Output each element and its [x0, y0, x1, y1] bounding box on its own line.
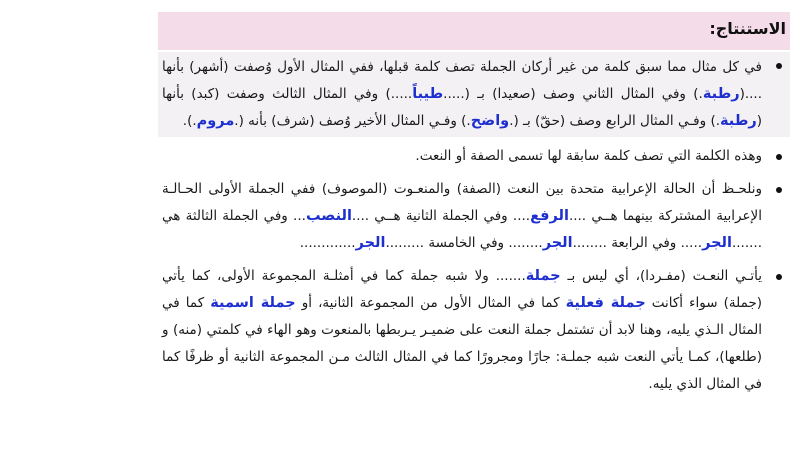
paragraph-text: كما في المثال الـذي يليه، وهنا لابد أن تشتمل جملة النعت على ضميـر يـربطها بالمنعوت وهو الهاء في كلمتي (منه) و (طلعها)، كمـا يأتي النعت شبه جملـة: جارًا ومجرورًا كما في المثال الثالث مـن المجموعة الثانية أو ظرفًا كما في المثال الذي يليه. — [162, 295, 762, 392]
paragraph-text: كما في المثال الأول من المجموعة الثانية، أو — [295, 295, 566, 311]
paragraph-text: .). — [182, 113, 197, 129]
answer-word: رطبة — [720, 113, 757, 129]
paragraph-text: وهذه الكلمة التي تصف كلمة سابقة لها تسمى الصفة أو النعت. — [415, 148, 762, 164]
paragraph-text: ........ وفي الخامسة ......... — [385, 235, 543, 251]
bullet-icon — [776, 63, 782, 69]
paragraph-text: ... وفي الجملة الثالثة هي ....... — [162, 208, 762, 251]
paragraph-text: .) وفي المثال الثاني وصف (صعيدا) بـ (..... — [443, 86, 703, 102]
paragraph-text: ............. — [299, 235, 356, 251]
list-item-example-descriptions — [158, 52, 790, 137]
paragraph-text: ....... ولا شبه جملة كما في أمثلـة المجموعة الأولى، كما يأتي (جملة) سواء أكانت — [162, 268, 762, 311]
answer-word: الجر — [355, 235, 386, 251]
bullet-icon — [776, 187, 782, 193]
paragraph-text: ..... وفي الرابعة ........ — [572, 235, 703, 251]
answer-word: واضح — [470, 113, 510, 129]
answer-word: طيباً — [412, 86, 444, 102]
answer-word: الجر — [542, 235, 573, 251]
paragraph-text: في كل مثال مما سبق كلمة من غير أركان الجملة تصف كلمة قبلها، ففي المثال الأول وُصفت (أشهر) بأنها ....( — [162, 59, 763, 102]
list-item-case-agreement — [158, 176, 790, 257]
bullet-icon — [776, 154, 782, 160]
answer-word: رطبة — [702, 86, 740, 102]
paragraph-text: .... وفي الجملة الثانية هــي .... — [351, 208, 531, 224]
answer-word: النصب — [305, 208, 352, 224]
answer-word: مروم — [196, 113, 235, 129]
answer-word: جملة — [525, 268, 561, 284]
paragraph-text: .) وفـي المثال الرابع وصف (حقّ) بـ (. — [509, 113, 720, 129]
list-item-adjective-forms — [158, 263, 790, 398]
answer-word: جملة اسمية — [210, 295, 296, 311]
answer-word: الجر — [702, 235, 732, 251]
answer-word: الرفع — [530, 208, 569, 224]
document-body — [158, 52, 790, 398]
paragraph-text: يأتـي النعـت (مفـردا)، أي ليس بـ — [560, 268, 762, 284]
heading-band — [158, 12, 790, 50]
bullet-list — [158, 52, 790, 398]
paragraph-text: .....) وفي المثال الثالث وصفت (كبد) بأنها ( — [162, 86, 762, 129]
paragraph-text: ونلحـظ أن الحالة الإعرابية متحدة بين النعت (الصفة) والمنعـوت (الموصوف) ففي الجملة الأولى الحـالـة الإعرابية المشتركة بينهما هــي .... — [162, 181, 762, 224]
answer-word: جملة فعلية — [565, 295, 646, 311]
paragraph-text: .) وفـي المثال الأخير وُصف (شرف) بأنه (. — [234, 113, 471, 129]
list-item-definition — [158, 143, 790, 170]
section-heading: الاستنتاج: — [709, 19, 786, 38]
bullet-icon — [776, 274, 782, 280]
